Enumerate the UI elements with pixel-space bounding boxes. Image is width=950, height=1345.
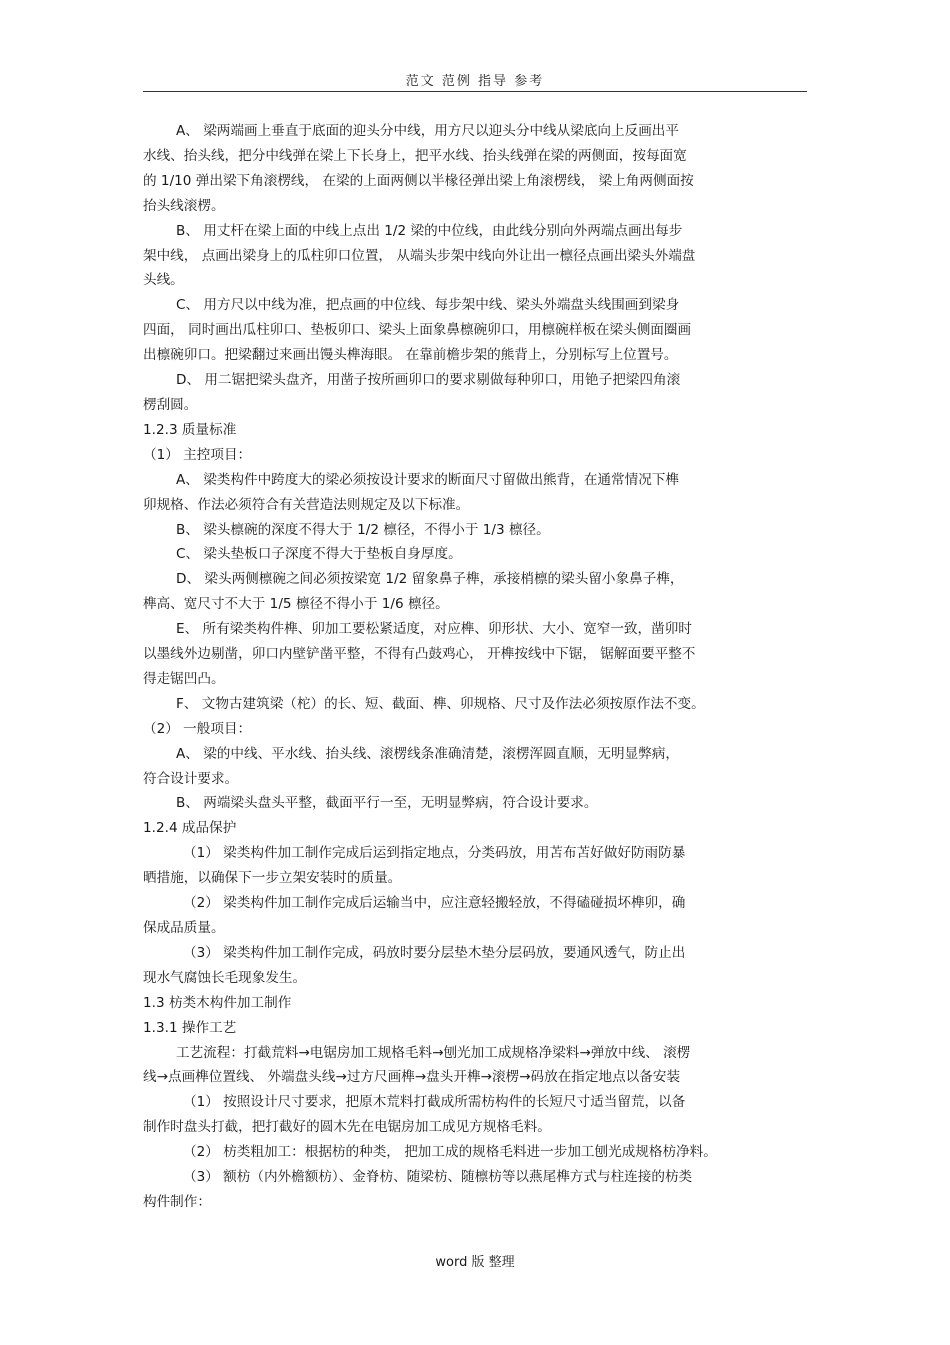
text-line: 以墨线外边剔凿，卯口内壁铲凿平整，不得有凸鼓鸡心， 开榫按线中下锯， 锯解面要平整不 xyxy=(143,646,696,663)
text-line: B、 两端梁头盘头平整，截面平行一至，无明显弊病，符合设计要求。 xyxy=(176,795,598,812)
text-line: 的 1/10 弹出梁下角滚楞线， 在梁的上面两侧以半椽径弹出梁上角滚楞线， 梁上角两侧面按 xyxy=(143,172,694,189)
text-line: 工艺流程：打截荒料→电锯房加工规格毛料→刨光加工成规格净梁料→弹放中线、 滚楞 xyxy=(176,1044,691,1061)
text-line: （1） 按照设计尺寸要求，把原木荒料打截成所需枋构件的长短尺寸适当留荒，以备 xyxy=(183,1094,686,1111)
text-line: D、 梁头两侧檩碗之间必须按梁宽 1/2 留象鼻子榫，承接梢檩的梁头留小象鼻子榫， xyxy=(176,571,684,588)
text-line: C、 用方尺以中线为准，把点画的中位线、每步架中线、梁头外端盘头线围画到梁身 xyxy=(176,297,680,314)
text-line: （3） 梁类构件加工制作完成，码放时要分层垫木垫分层码放，要通风透气，防止出 xyxy=(183,944,686,961)
text-line: （1） 主控项目： xyxy=(143,446,252,463)
text-line: 1.3 枋类木构件加工制作 xyxy=(143,994,292,1011)
text-line: 1.2.3 质量标准 xyxy=(143,421,237,438)
text-line: 1.2.4 成品保护 xyxy=(143,820,237,837)
text-line: F、 文物古建筑梁（柁）的长、短、截面、榫、卯规格、尺寸及作法必须按原作法不变。 xyxy=(176,695,705,712)
text-line: 得走锯凹凸。 xyxy=(143,670,225,687)
page-footer: word 版 整理 xyxy=(435,1255,515,1270)
text-line: 构件制作： xyxy=(143,1193,211,1210)
text-line: B、 用丈杆在梁上面的中线上点出 1/2 梁的中位线，由此线分别向外两端点画出每步 xyxy=(176,222,683,239)
text-line: 榫高、宽尺寸不大于 1/5 檩径不得小于 1/6 檩径。 xyxy=(143,596,449,613)
text-line: A、 梁类构件中跨度大的梁必须按设计要求的断面尺寸留做出熊背，在通常情况下榫 xyxy=(176,471,679,488)
text-line: （1） 梁类构件加工制作完成后运到指定地点，分类码放，用苫布苫好做好防雨防暴 xyxy=(183,845,686,862)
text-line: 符合设计要求。 xyxy=(143,770,239,787)
text-line: 抬头线滚楞。 xyxy=(143,197,225,214)
text-line: 水线、抬头线，把分中线弹在梁上下长身上，把平水线、抬头线弹在梁的两侧面，按每面宽 xyxy=(143,147,687,164)
text-line: 楞刮圆。 xyxy=(143,396,198,413)
text-line: 制作时盘头打截，把打截好的圆木先在电锯房加工成见方规格毛料。 xyxy=(143,1119,551,1136)
text-line: 1.3.1 操作工艺 xyxy=(143,1019,237,1036)
text-line: D、 用二锯把梁头盘齐，用凿子按所画卯口的要求剔做每种卯口，用铯子把梁四角滚 xyxy=(176,372,681,389)
text-line: A、 梁两端画上垂直于底面的迎头分中线，用方尺以迎头分中线从梁底向上反画出平 xyxy=(176,123,679,139)
text-line: 卯规格、作法必须符合有关营造法则规定及以下标准。 xyxy=(143,496,470,513)
text-line: （2） 一般项目： xyxy=(143,720,252,737)
text-line: 头线。 xyxy=(143,272,184,289)
text-line: 架中线， 点画出梁身上的瓜柱卯口位置， 从端头步架中线向外让出一檩径点画出梁头外端盘 xyxy=(143,247,696,264)
text-line: 保成品质量。 xyxy=(143,920,225,936)
text-line: （2） 枋类粗加工：根据枋的种类， 把加工成的规格毛料进一步加工刨光成规格枋净料。 xyxy=(183,1144,717,1161)
text-line: 线→点画榫位置线、 外端盘头线→过方尺画榫→盘头开榫→滚楞→码放在指定地点以备安装 xyxy=(143,1069,681,1086)
text-line: 四面， 同时画出瓜柱卯口、垫板卯口、梁头上面象鼻檩碗卯口，用檩碗样板在梁头侧面圈画 xyxy=(143,322,692,339)
text-line: 晒措施，以确保下一步立架安装时的质量。 xyxy=(143,870,402,887)
text-line: （2） 梁类构件加工制作完成后运输当中，应注意轻搬轻放，不得磕碰损坏榫卯，确 xyxy=(183,895,686,912)
text-line: 现水气腐蚀长毛现象发生。 xyxy=(143,969,307,986)
text-line: 出檩碗卯口。把梁翻过来画出馒头榫海眼。 在靠前檐步架的熊背上，分别标写上位置号。 xyxy=(143,347,678,364)
document-body xyxy=(143,119,807,1215)
page-header: 范文 范例 指导 参考 xyxy=(405,74,545,89)
text-line: C、 梁头垫板口子深度不得大于垫板自身厚度。 xyxy=(176,546,462,563)
header-rule xyxy=(143,91,807,92)
text-line: E、 所有梁类构件榫、卯加工要松紧适度，对应榫、卯形状、大小、宽窄一致，凿卯时 xyxy=(176,621,692,638)
text-line: （3） 额枋（内外檐额枋）、金脊枋、随梁枋、随檩枋等以燕尾榫方式与柱连接的枋类 xyxy=(183,1169,693,1186)
text-line: B、 梁头檩碗的深度不得大于 1/2 檩径，不得小于 1/3 檩径。 xyxy=(176,521,550,538)
text-line: A、 梁的中线、平水线、抬头线、滚楞线条准确清楚，滚楞浑圆直顺，无明显弊病， xyxy=(176,745,679,762)
